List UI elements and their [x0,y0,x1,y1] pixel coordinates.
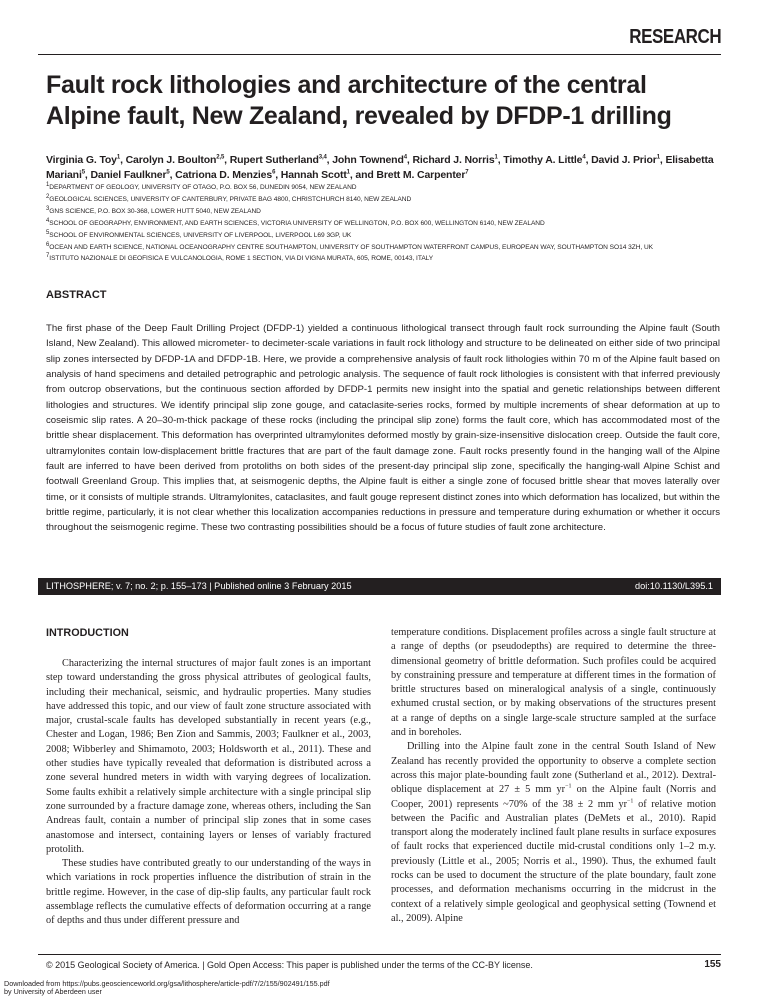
affiliation: $^6$OCEAN AND EARTH SCIENCE, NATIONAL OCEANOGRAPHY CENTRE SOUTHAMPTON, UNIVERSITY OF SOUTHAMPTON WATERFRONT CAMPUS, EUROPEAN WAY, SOUTHAMPTON SO14 3ZH, UK [46,241,654,251]
author-affiliation-marker: 1 [116,154,121,161]
author: Richard J. Norris [412,154,495,166]
author-affiliation-marker: 3,4 [318,154,327,161]
affiliation: $^7$ISTITUTO NAZIONALE DI GEOFISICA E VULCANOLOGIA, ROME 1 SECTION, VIA DI VIGNA MURATA, 605, ROME, 00143, ITALY [46,253,434,263]
author: Virginia G. Toy [46,154,117,166]
affiliation: $^5$SCHOOL OF ENVIRONMENTAL SCIENCES, UNIVERSITY OF LIVERPOOL, LIVERPOOL L69 3GP, UK [46,229,352,239]
author-affiliation-marker: 4 [403,154,407,161]
citation-bar [38,578,721,595]
article-title: Fault rock lithologies and architecture of the central Alpine fault, New Zealand, revealed by DFDP-1 drilling [46,71,672,130]
download-notice [4,980,330,997]
header-divider [38,54,721,55]
author: Rupert Sutherland [229,154,319,166]
author: Carolyn J. Boulton [125,154,217,166]
author: Daniel Faulkner [90,168,167,181]
download-user: by University of Aberdeen user [4,987,102,997]
introduction-heading: INTRODUCTION [46,627,129,639]
body-paragraph: Drilling into the Alpine fault zone in the central South Island of New Zealand has recently provided the opportunity to observe a complete section across this major plate-bounding fault zone (Sutherland et al., 2012). Dextral-oblique displacement at 27 ± 5 mm $yr^{-1}$ on the Alpine fault (Norris and Cooper, 2001) represents ~70% of the 38 ± 2 mm $yr^{-1}$ of relative motion between the Pacific and Australian plates (DeMets et al., 2010). Rapid transport along the moderately inclined fault plane results in surface exposures of fault rocks that experienced ductile mid-crustal conditions only 1–2 m.y. previously (Little et al., 2005; Norris et al., 1990). Thus, the exhumed fault rocks can be used to document the structure of the plate boundary, fault zone processes, and deformation mechanisms occurring in the midcrust in the context of a relatively simple geological and geophysical setting (Townend et al., 2009). Alpine [391,741,716,924]
author-affiliation-marker: 7 [465,169,469,175]
page-number: 155 [704,959,721,970]
body-column-left [46,626,371,929]
author-affiliation-marker: 1 [656,154,660,161]
author-affiliation-marker: 1 [494,154,498,161]
author-affiliation-marker: 1 [346,169,350,175]
affiliation: $^2$GEOLOGICAL SCIENCES, UNIVERSITY OF CANTERBURY, PRIVATE BAG 4800, CHRISTCHURCH 8140, NEW ZEALAND [46,193,412,203]
affiliation: $^4$SCHOOL OF GEOGRAPHY, ENVIRONMENT, AND EARTH SCIENCES, VICTORIA UNIVERSITY OF WELLINGTON, P.O. BOX 600, WELLINGTON 6140, NEW ZEALAND [46,217,545,227]
author: Brett M. Carpenter [376,168,466,181]
author: John Townend [332,154,404,166]
author: Hannah Scott [280,168,347,181]
abstract-heading: ABSTRACT [46,289,107,301]
download-url[interactable]: Downloaded from https://pubs.geoscienceworld.org/gsa/lithosphere/article-pdf/7/2/155/902491/155.pdf [4,979,330,988]
section-label: RESEARCH [628,26,721,48]
footer-copyright: © 2015 Geological Society of America. | Gold Open Access: This paper is published under the terms of the CC-BY license. [46,960,533,970]
body-paragraph: These studies have contributed greatly to our understanding of the ways in which variations in rock properties influence the distribution of strain in the brittle regime. However, in the case of dip-slip faults, any particular fault rock assemblage reflects the cumulative effects of deformation occurring at a range of depths and thus under different pressure and [46,858,371,927]
body-paragraph: Characterizing the internal structures of major fault zones is an important step toward understanding the gross physical attributes of geological faults, including their mechanical, seismic, and hydraulic properties. Many studies have addressed this topic, and our view of fault zone structure associated with major, crustal-scale faults has developed substantially in recent years (e.g., Chester and Logan, 1986; Ben Zion and Sammis, 2003; Faulkner et al., 2003, 2008; Wibberley and Shimamoto, 2003; Holdsworth et al., 2011). These and other studies have typically revealed that deformation is distributed across a zone several hundred meters in width with varying degrees of localization. Some faults exhibit a relatively simple architecture with a single principal slip zone surrounded by a fracture damage zone, whereas others, including the San Andreas fault, contain a number of principal slip zones that in some cases anastomose and intersect, containing layers or lenses of variably fractured protolith. [46,658,371,855]
doi-link[interactable]: doi:10.1130/L395.1 [635,581,713,591]
author-affiliation-marker: 2,5 [216,154,225,161]
author-affiliation-marker: 5 [81,169,85,175]
abstract-text: The first phase of the Deep Fault Drilling Project (DFDP-1) yielded a continuous lithological transect through fault rock surrounding the Alpine fault (South Island, New Zealand). This allowed micrometer- to decimeter-scale variations in fault rock lithology and structure to be delineated on either side of two principal slip zones intersected by DFDP-1A and DFDP-1B. Here, we provide a comprehensive analysis of fault rock lithologies within 70 m of the Alpine fault based on analysis of hand specimens and detailed petrographic and petrologic analysis. The sequence of fault rock lithologies is consistent with that inferred previously from outcrop observations, but the continuous section afforded by DFDP-1 permits new insight into the spatial and genetic relationships between different lithologies and structures. We identify principal slip zone gouge, and cataclasite-series rocks, formed by multiple increments of shear deformation at up to coseismic slip rates. A 20–30-m-thick package of these rocks (including the principal slip zone) forms the fault core, which has accommodated most of the brittle shear displacement. This deformation has overprinted ultramylonites deformed mostly by grain-size-insensitive dislocation creep. Outside the fault core, ultramylonites contain low-displacement brittle fractures that are part of the fault damage zone. Fault rocks presently found in the hanging wall of the Alpine fault are inferred to have been derived from protoliths on both sides of the present-day principal slip zone, specifically the hanging-wall Alpine Schist and footwall Greenland Group. This implies that, at seismogenic depths, the Alpine fault is either a single zone of focused brittle shear that moves laterally over time, or it consists of multiple strands. Ultramylonites, cataclasites, and fault gouge represent distinct zones into which deformation has localized, but within the brittle regime, particularly, it is not clear whether this localization accompanies reductions in pressure and temperature during exhumation or whether it occurs throughout the seismogenic regime. These two contrasting possibilities should be a focus of future studies of fault zone architecture. [46,323,720,534]
author: Timothy A. Little [503,154,583,166]
body-paragraph: temperature conditions. Displacement profiles across a single fault structure at a range of depths (or pseudodepths) are required to determine the three-dimensional geometry of brittle deformation. Such profiles could be acquired by constraining pressure and temperature at different times in the formation of brittle structures based on mineralogical analysis of a single, continuously exhumed crustal section, or by making observations of the structures present at a range of depths on a single large-scale structure sampled at the surface and in boreholes. [391,627,716,739]
author: David J. Prior [591,154,657,166]
affiliation: $^3$GNS SCIENCE, P.O. BOX 30-368, LOWER HUTT 5040, NEW ZEALAND [46,205,261,215]
author-affiliation-marker: 5 [166,169,170,175]
author-affiliation-marker: 4 [582,154,586,161]
author: Elisabetta Mariani [46,154,714,181]
affiliation: $^1$DEPARTMENT OF GEOLOGY, UNIVERSITY OF OTAGO, P.O. BOX 56, DUNEDIN 9054, NEW ZEALAND [46,181,357,191]
affiliation-list [46,182,736,265]
footer-divider [38,954,721,955]
author: Catriona D. Menzies [175,168,273,181]
author-affiliation-marker: 6 [272,169,276,175]
citation-text: LITHOSPHERE; v. 7; no. 2; p. 155–173 | Published online 3 February 2015 [46,581,352,591]
body-column-right [391,626,716,926]
author-list: Virginia G. Toy$^1$, Carolyn J. Boulton$^{2,5}$, Rupert Sutherland$^{3,4}$, John Townend$^4$, Richard J. Norris$^1$, Timothy A. Little$^4$, David J. Prior$^1$, Elisabetta Mariani$^5$, Daniel Faulkner$^5$, Catriona D. Menzies$^6$, Hannah Scott$^1$, and Brett M. Carpenter$^7$ [46,154,714,181]
